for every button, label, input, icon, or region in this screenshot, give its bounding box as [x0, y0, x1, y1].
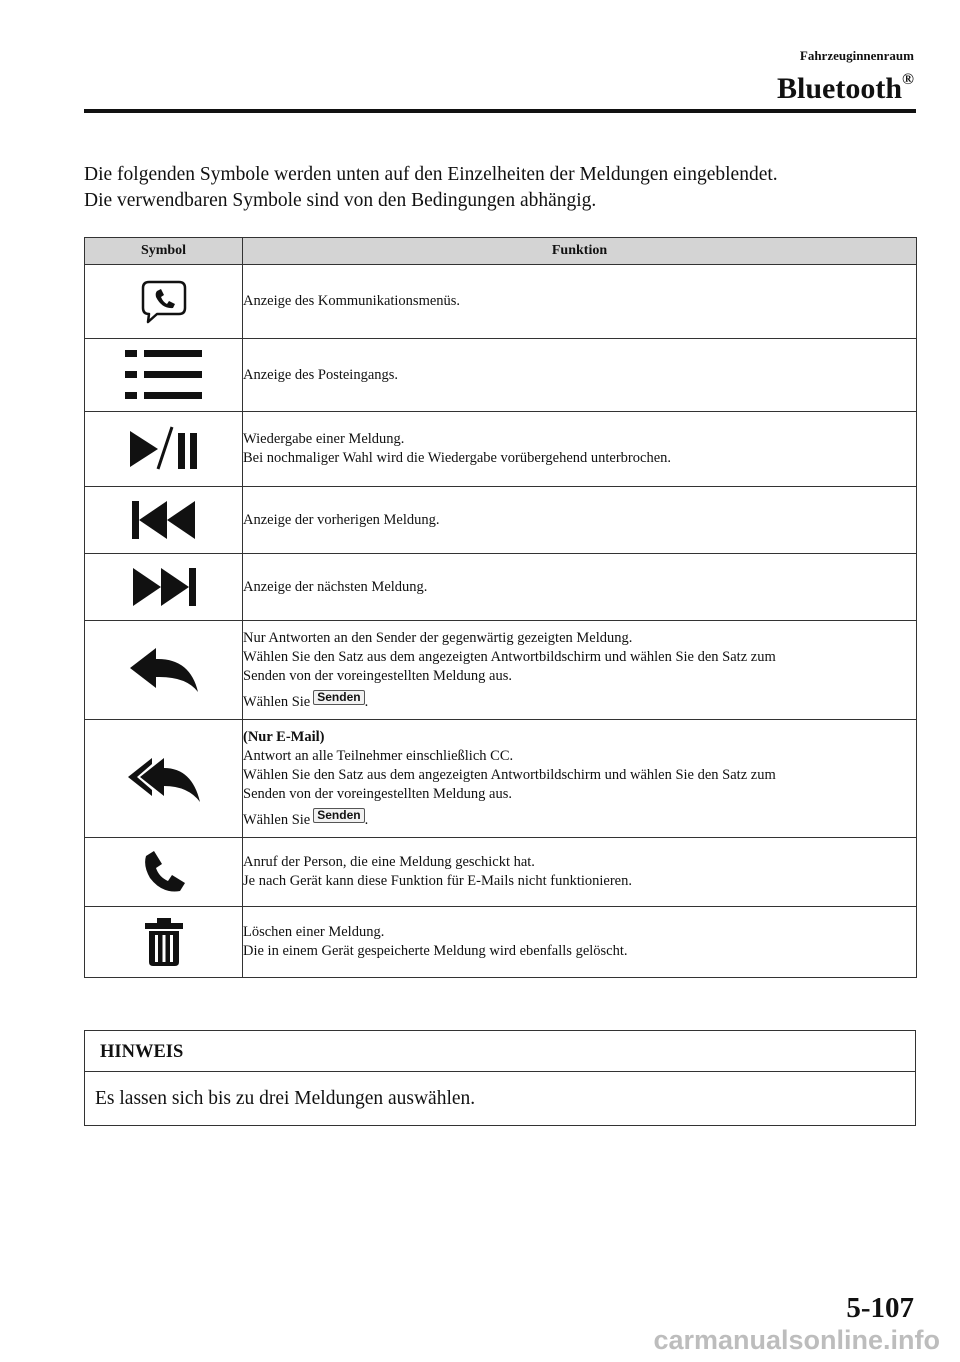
- function-text: Wählen Sie den Satz aus dem angezeigten Antwortbildschirm und wählen Sie den Satz zum: [243, 766, 776, 783]
- table-row: [85, 265, 917, 339]
- inbox-list-icon: [124, 349, 204, 401]
- function-text: Anzeige des Posteingangs.: [243, 366, 399, 383]
- function-text: Anzeige der nächsten Meldung.: [243, 578, 428, 595]
- header-divider: [84, 109, 916, 113]
- note-box: [84, 1030, 916, 1126]
- function-text: Löschen einer Meldung.: [243, 924, 385, 940]
- function-text: Wählen Sie den Satz aus dem angezeigten Antwortbildschirm und wählen Sie den Satz zum: [243, 648, 776, 665]
- play-pause-icon: [128, 425, 200, 473]
- intro-line-2: Die verwendbaren Symbole sind von den Bedingungen abhängig.: [84, 190, 597, 211]
- select-suffix: .: [364, 693, 369, 710]
- column-header-function: Funktion: [243, 238, 917, 265]
- function-cell: [243, 838, 917, 907]
- function-text: Bei nochmaliger Wahl wird die Wiedergabe vorübergehend unterbrochen.: [243, 450, 672, 466]
- note-heading: HINWEIS: [85, 1031, 915, 1072]
- trash-icon: [143, 917, 185, 967]
- section-title: Fahrzeuginnenraum: [799, 48, 914, 63]
- intro-paragraph: [84, 162, 916, 214]
- symbol-cell: [85, 265, 243, 339]
- function-text: Anzeige der vorherigen Meldung.: [243, 511, 440, 528]
- table-row: [85, 412, 917, 487]
- table-row: [85, 838, 917, 907]
- table-row: [85, 720, 917, 838]
- select-prefix: Wählen Sie: [243, 811, 311, 828]
- function-cell: [243, 907, 917, 978]
- function-heading: (Nur E-Mail): [243, 728, 325, 745]
- symbol-cell: [85, 838, 243, 907]
- page-number: 5-107: [846, 1292, 914, 1324]
- function-text: Wiedergabe einer Meldung.: [243, 431, 405, 447]
- table-row: [85, 339, 917, 412]
- function-cell: [243, 412, 917, 487]
- page-title-text: Bluetooth: [777, 72, 903, 105]
- note-text: Es lassen sich bis zu drei Meldungen auswählen.: [95, 1088, 476, 1109]
- select-prefix: Wählen Sie: [243, 693, 311, 710]
- column-header-symbol: Symbol: [85, 238, 243, 265]
- registered-mark: ®: [902, 71, 914, 88]
- function-text: Antwort an alle Teilnehmer einschließlich CC.: [243, 747, 514, 764]
- function-text: Je nach Gerät kann diese Funktion für E-Mails nicht funktionieren.: [243, 873, 632, 889]
- phone-call-icon: [142, 850, 186, 894]
- watermark: carmanualsonline.info: [653, 1325, 940, 1355]
- page-title: [777, 62, 914, 107]
- send-button-symbol: Senden: [313, 690, 364, 705]
- table-row: [85, 621, 917, 720]
- table-row: [85, 487, 917, 554]
- function-text: Nur Antworten an den Sender der gegenwärtig gezeigten Meldung.: [243, 629, 633, 646]
- function-text: Anzeige des Kommunikationsmenüs.: [243, 293, 461, 309]
- function-text: Senden von der voreingestellten Meldung aus.: [243, 785, 512, 802]
- intro-line-1: Die folgenden Symbole werden unten auf den Einzelheiten der Meldungen eingeblendet.: [84, 164, 778, 185]
- table-header-row: [85, 238, 917, 265]
- reply-all-icon: [126, 754, 202, 804]
- function-text: Anruf der Person, die eine Meldung geschickt hat.: [243, 854, 535, 870]
- symbol-cell: [85, 907, 243, 978]
- function-cell: [243, 265, 917, 339]
- communication-menu-icon: [140, 279, 188, 325]
- function-text: Die in einem Gerät gespeicherte Meldung wird ebenfalls gelöscht.: [243, 943, 628, 959]
- symbol-cell: [85, 487, 243, 554]
- table-row: [85, 907, 917, 978]
- symbol-cell: [85, 339, 243, 412]
- function-cell: [243, 720, 917, 838]
- select-instruction: [243, 808, 916, 830]
- function-cell: [243, 621, 917, 720]
- symbol-cell: [85, 720, 243, 838]
- send-button-symbol: Senden: [313, 808, 364, 823]
- symbol-cell: [85, 621, 243, 720]
- symbol-function-table: [84, 237, 917, 978]
- select-suffix: .: [364, 811, 369, 828]
- table-row: [85, 554, 917, 621]
- reply-icon: [128, 646, 200, 694]
- select-instruction: [243, 690, 916, 712]
- function-cell: [243, 339, 917, 412]
- symbol-cell: [85, 412, 243, 487]
- function-text: Senden von der voreingestellten Meldung aus.: [243, 667, 512, 684]
- next-track-icon: [131, 567, 197, 607]
- symbol-cell: [85, 554, 243, 621]
- function-cell: [243, 554, 917, 621]
- previous-track-icon: [131, 500, 197, 540]
- function-cell: [243, 487, 917, 554]
